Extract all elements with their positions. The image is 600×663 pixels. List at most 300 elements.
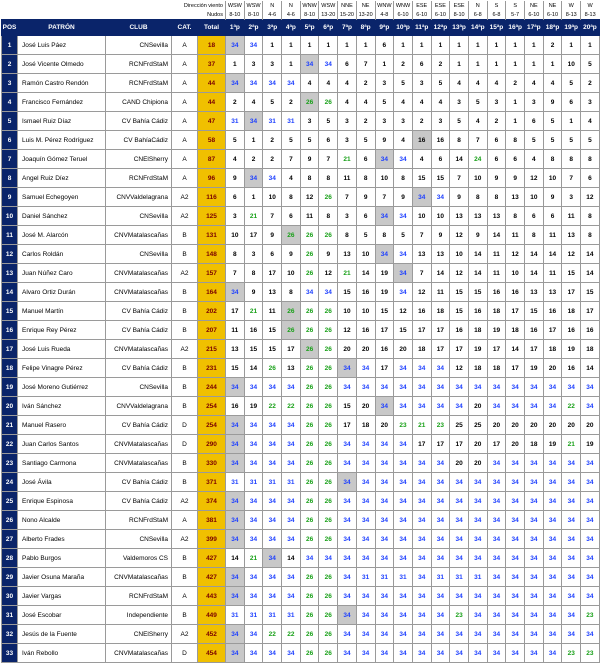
race-result-8: 34 [356, 454, 375, 473]
race-result-9: 34 [375, 150, 394, 169]
wind-knots-8: 13-20 [356, 10, 375, 20]
race-result-4: 8 [282, 283, 301, 302]
race-result-20: 14 [581, 359, 600, 378]
race-result-10: 34 [394, 625, 413, 644]
race-result-2: 34 [244, 112, 263, 131]
race-result-19: 34 [562, 625, 581, 644]
race-result-11: 17 [412, 435, 431, 454]
race-result-3: 6 [263, 245, 282, 264]
race-result-6: 26 [319, 492, 338, 511]
race-result-16: 8 [506, 207, 525, 226]
table-row [2, 416, 600, 435]
race-result-20: 14 [581, 264, 600, 283]
wind-knots-4: 4-6 [282, 10, 301, 20]
race-result-18: 6 [543, 207, 562, 226]
race-result-19: 3 [562, 188, 581, 207]
race-result-18: 19 [543, 435, 562, 454]
race-result-14: 34 [468, 530, 487, 549]
col-race-15: 15ªp [487, 20, 506, 36]
race-result-11: 34 [412, 492, 431, 511]
category: B [172, 226, 198, 245]
race-result-16: 13 [506, 188, 525, 207]
category: A [172, 36, 198, 55]
race-result-14: 34 [468, 606, 487, 625]
race-result-9: 1 [375, 55, 394, 74]
race-result-6: 26 [319, 644, 338, 663]
race-result-1: 10 [226, 226, 245, 245]
race-result-7: 8 [338, 226, 357, 245]
total-points: 443 [198, 587, 226, 606]
race-result-20: 34 [581, 587, 600, 606]
patron-name: José Escobar [18, 606, 106, 625]
category: A [172, 150, 198, 169]
race-result-17: 20 [525, 416, 544, 435]
pos-cell: 6 [2, 131, 18, 150]
table-row [2, 74, 600, 93]
wind-knots-label: Nudos [207, 11, 223, 18]
race-result-4: 7 [282, 150, 301, 169]
race-result-13: 34 [450, 625, 469, 644]
race-result-3: 34 [263, 435, 282, 454]
race-result-12: 5 [431, 74, 450, 93]
club-name: RCNFrdStaM [106, 511, 172, 530]
total-points: 427 [198, 549, 226, 568]
race-result-19: 1 [562, 36, 581, 55]
race-result-13: 12 [450, 359, 469, 378]
col-race-7: 7ªp [338, 20, 357, 36]
race-result-9: 10 [375, 169, 394, 188]
race-result-1: 17 [226, 302, 245, 321]
race-result-14: 4 [468, 74, 487, 93]
pos-cell: 12 [2, 245, 18, 264]
race-result-18: 13 [543, 283, 562, 302]
total-points: 202 [198, 302, 226, 321]
race-result-2: 16 [244, 321, 263, 340]
table-row [2, 112, 600, 131]
race-result-15: 34 [487, 587, 506, 606]
club-name: CNVMatalascañas [106, 568, 172, 587]
total-points: 131 [198, 226, 226, 245]
race-result-3: 15 [263, 340, 282, 359]
race-result-19: 34 [562, 378, 581, 397]
table-row [2, 188, 600, 207]
race-result-2: 34 [244, 587, 263, 606]
race-result-20: 34 [581, 454, 600, 473]
total-points: 244 [198, 378, 226, 397]
race-result-8: 14 [356, 264, 375, 283]
race-result-18: 5 [543, 131, 562, 150]
pos-cell: 8 [2, 169, 18, 188]
results-body [2, 36, 600, 663]
race-result-19: 34 [562, 568, 581, 587]
race-result-14: 14 [468, 264, 487, 283]
race-result-2: 15 [244, 340, 263, 359]
race-result-18: 5 [543, 112, 562, 131]
race-result-5: 26 [300, 321, 319, 340]
race-result-9: 20 [375, 416, 394, 435]
race-result-2: 34 [244, 74, 263, 93]
race-result-16: 34 [506, 625, 525, 644]
race-result-6: 6 [319, 131, 338, 150]
race-result-9: 17 [375, 321, 394, 340]
total-points: 231 [198, 359, 226, 378]
race-result-2: 9 [244, 283, 263, 302]
race-result-10: 34 [394, 264, 413, 283]
race-result-10: 34 [394, 150, 413, 169]
race-result-18: 34 [543, 473, 562, 492]
race-result-14: 34 [468, 625, 487, 644]
total-points: 374 [198, 492, 226, 511]
race-result-13: 31 [450, 568, 469, 587]
race-result-15: 34 [487, 511, 506, 530]
category: B [172, 454, 198, 473]
race-result-8: 34 [356, 549, 375, 568]
col-total: Total [198, 20, 226, 36]
race-result-11: 4 [412, 150, 431, 169]
race-result-16: 34 [506, 530, 525, 549]
wind-knots-6: 13-20 [319, 10, 338, 20]
race-result-18: 34 [543, 454, 562, 473]
race-result-5: 26 [300, 245, 319, 264]
race-result-8: 16 [356, 283, 375, 302]
race-result-7: 3 [338, 112, 357, 131]
race-result-17: 19 [525, 359, 544, 378]
race-result-9: 7 [375, 188, 394, 207]
race-result-17: 4 [525, 150, 544, 169]
race-result-15: 34 [487, 492, 506, 511]
category: A2 [172, 492, 198, 511]
race-result-9: 34 [375, 549, 394, 568]
race-result-14: 34 [468, 492, 487, 511]
race-result-2: 1 [244, 188, 263, 207]
race-result-17: 34 [525, 625, 544, 644]
race-result-18: 4 [543, 74, 562, 93]
patron-name: Alvaro Ortiz Durán [18, 283, 106, 302]
race-result-2: 34 [244, 435, 263, 454]
race-result-16: 34 [506, 549, 525, 568]
race-result-4: 34 [282, 454, 301, 473]
race-result-11: 6 [412, 55, 431, 74]
race-result-1: 14 [226, 549, 245, 568]
race-result-7: 34 [338, 549, 357, 568]
table-row [2, 283, 600, 302]
race-result-16: 1 [506, 36, 525, 55]
club-name: CNVValdelagrana [106, 397, 172, 416]
race-result-17: 4 [525, 74, 544, 93]
category: B [172, 359, 198, 378]
race-result-2: 8 [244, 264, 263, 283]
total-points: 148 [198, 245, 226, 264]
race-result-14: 34 [468, 473, 487, 492]
header-row [2, 20, 600, 36]
club-name: CAND Chipiona [106, 93, 172, 112]
race-result-13: 17 [450, 435, 469, 454]
pos-cell: 29 [2, 568, 18, 587]
race-result-1: 34 [226, 378, 245, 397]
race-result-19: 34 [562, 511, 581, 530]
table-row [2, 587, 600, 606]
race-result-17: 18 [525, 435, 544, 454]
category: A [172, 511, 198, 530]
race-result-6: 34 [319, 55, 338, 74]
race-result-5: 26 [300, 454, 319, 473]
race-result-6: 12 [319, 264, 338, 283]
category: A [172, 131, 198, 150]
race-result-15: 11 [487, 245, 506, 264]
patron-name: Javier Osuna Maraña [18, 568, 106, 587]
wind-knots-19: 8-13 [562, 10, 581, 20]
race-result-20: 34 [581, 378, 600, 397]
race-result-16: 1 [506, 55, 525, 74]
race-result-5: 26 [300, 568, 319, 587]
race-result-18: 34 [543, 568, 562, 587]
race-result-16: 18 [506, 321, 525, 340]
race-result-5: 8 [300, 169, 319, 188]
race-result-16: 11 [506, 226, 525, 245]
race-result-12: 34 [431, 473, 450, 492]
wind-direction-1: WSW [226, 1, 245, 10]
race-result-7: 4 [338, 93, 357, 112]
race-result-13: 34 [450, 530, 469, 549]
wind-knots-10: 6-10 [394, 10, 413, 20]
race-result-17: 6 [525, 112, 544, 131]
race-result-8: 34 [356, 378, 375, 397]
race-result-14: 34 [468, 644, 487, 663]
race-result-10: 9 [394, 188, 413, 207]
race-result-20: 34 [581, 473, 600, 492]
race-result-12: 34 [431, 359, 450, 378]
race-result-8: 4 [356, 93, 375, 112]
col-race-4: 4ªp [282, 20, 301, 36]
race-result-15: 34 [487, 378, 506, 397]
race-result-6: 1 [319, 36, 338, 55]
race-result-16: 6 [506, 150, 525, 169]
category: B [172, 473, 198, 492]
race-result-13: 34 [450, 378, 469, 397]
race-result-1: 16 [226, 397, 245, 416]
table-row [2, 340, 600, 359]
pos-cell: 3 [2, 74, 18, 93]
patron-name: Nono Alcalde [18, 511, 106, 530]
race-result-19: 6 [562, 93, 581, 112]
race-result-9: 8 [375, 226, 394, 245]
race-result-16: 1 [506, 112, 525, 131]
race-result-1: 34 [226, 644, 245, 663]
col-pos: POS [2, 20, 18, 36]
race-result-12: 2 [431, 55, 450, 74]
race-result-12: 34 [431, 606, 450, 625]
race-result-19: 15 [562, 264, 581, 283]
race-result-18: 9 [543, 188, 562, 207]
race-result-19: 10 [562, 55, 581, 74]
race-result-3: 34 [263, 587, 282, 606]
race-result-11: 34 [412, 359, 431, 378]
category: A [172, 169, 198, 188]
race-result-4: 14 [282, 549, 301, 568]
race-result-7: 12 [338, 321, 357, 340]
race-result-17: 34 [525, 549, 544, 568]
race-result-9: 31 [375, 568, 394, 587]
race-result-7: 34 [338, 454, 357, 473]
race-result-20: 6 [581, 169, 600, 188]
table-row [2, 226, 600, 245]
race-result-17: 15 [525, 302, 544, 321]
table-row [2, 644, 600, 663]
club-name: RCNFrdStaM [106, 74, 172, 93]
race-result-16: 34 [506, 644, 525, 663]
patron-name: Enrique Espinosa [18, 492, 106, 511]
patron-name: Joaquín Gómez Teruel [18, 150, 106, 169]
race-result-18: 20 [543, 359, 562, 378]
race-result-13: 34 [450, 644, 469, 663]
race-result-9: 5 [375, 93, 394, 112]
race-result-4: 6 [282, 207, 301, 226]
race-result-16: 2 [506, 74, 525, 93]
patron-name: Ismael Ruiz Díaz [18, 112, 106, 131]
club-name: Valdemoros CS [106, 549, 172, 568]
race-result-12: 34 [431, 530, 450, 549]
race-result-2: 34 [244, 169, 263, 188]
race-result-20: 34 [581, 511, 600, 530]
col-race-9: 9ªp [375, 20, 394, 36]
race-result-11: 15 [412, 169, 431, 188]
race-result-11: 3 [412, 74, 431, 93]
race-result-15: 9 [487, 169, 506, 188]
pos-cell: 17 [2, 340, 18, 359]
race-result-9: 15 [375, 302, 394, 321]
club-name: CNElSherry [106, 625, 172, 644]
race-result-5: 34 [300, 283, 319, 302]
race-result-3: 34 [263, 568, 282, 587]
race-result-3: 2 [263, 131, 282, 150]
race-result-2: 19 [244, 397, 263, 416]
race-result-11: 34 [412, 378, 431, 397]
race-result-3: 31 [263, 112, 282, 131]
race-result-11: 34 [412, 530, 431, 549]
race-result-4: 22 [282, 625, 301, 644]
race-result-19: 23 [562, 644, 581, 663]
race-result-5: 26 [300, 644, 319, 663]
col-race-11: 11ªp [412, 20, 431, 36]
race-result-12: 18 [431, 302, 450, 321]
race-result-4: 31 [282, 112, 301, 131]
race-result-5: 12 [300, 188, 319, 207]
club-name: RCNFrdStaM [106, 587, 172, 606]
race-result-5: 26 [300, 435, 319, 454]
race-result-8: 1 [356, 36, 375, 55]
category: A2 [172, 264, 198, 283]
race-result-14: 10 [468, 169, 487, 188]
race-result-3: 3 [263, 55, 282, 74]
race-result-3: 34 [263, 416, 282, 435]
race-result-18: 34 [543, 644, 562, 663]
total-points: 58 [198, 131, 226, 150]
race-result-14: 34 [468, 549, 487, 568]
total-points: 44 [198, 93, 226, 112]
category: B [172, 321, 198, 340]
total-points: 96 [198, 169, 226, 188]
wind-knots-14: 6-8 [468, 10, 487, 20]
pos-cell: 14 [2, 283, 18, 302]
race-result-8: 20 [356, 397, 375, 416]
race-result-14: 19 [468, 340, 487, 359]
race-result-4: 1 [282, 55, 301, 74]
wind-knots-13: 8-10 [450, 10, 469, 20]
table-row [2, 36, 600, 55]
race-result-20: 23 [581, 644, 600, 663]
race-result-10: 34 [394, 245, 413, 264]
pos-cell: 19 [2, 378, 18, 397]
race-result-14: 1 [468, 36, 487, 55]
total-points: 290 [198, 435, 226, 454]
race-result-14: 9 [468, 226, 487, 245]
race-result-1: 5 [226, 131, 245, 150]
wind-knots-12: 6-10 [431, 10, 450, 20]
club-name: Independiente [106, 606, 172, 625]
race-result-13: 4 [450, 74, 469, 93]
race-result-14: 34 [468, 511, 487, 530]
race-result-15: 17 [487, 340, 506, 359]
pos-cell: 23 [2, 454, 18, 473]
race-result-17: 34 [525, 492, 544, 511]
race-result-11: 13 [412, 245, 431, 264]
col-race-12: 12ªp [431, 20, 450, 36]
race-result-12: 3 [431, 112, 450, 131]
table-row [2, 492, 600, 511]
race-result-1: 34 [226, 511, 245, 530]
race-result-4: 2 [282, 93, 301, 112]
race-result-17: 34 [525, 644, 544, 663]
race-result-11: 34 [412, 511, 431, 530]
race-result-11: 34 [412, 625, 431, 644]
race-result-5: 26 [300, 625, 319, 644]
race-result-1: 31 [226, 112, 245, 131]
race-result-4: 1 [282, 36, 301, 55]
race-result-11: 7 [412, 264, 431, 283]
pos-cell: 32 [2, 625, 18, 644]
race-result-20: 14 [581, 245, 600, 264]
wind-direction-16: S [506, 1, 525, 10]
race-result-15: 13 [487, 207, 506, 226]
race-result-12: 11 [431, 283, 450, 302]
race-result-3: 13 [263, 283, 282, 302]
race-result-13: 16 [450, 321, 469, 340]
club-name: CV Bahía Cádiz [106, 359, 172, 378]
total-points: 116 [198, 188, 226, 207]
race-result-10: 34 [394, 473, 413, 492]
table-row [2, 302, 600, 321]
race-result-15: 18 [487, 359, 506, 378]
race-result-19: 7 [562, 169, 581, 188]
race-result-15: 34 [487, 549, 506, 568]
total-points: 427 [198, 568, 226, 587]
category: A [172, 112, 198, 131]
race-result-5: 26 [300, 397, 319, 416]
race-result-3: 34 [263, 644, 282, 663]
club-name: CV Bahía Cádiz [106, 112, 172, 131]
category: B [172, 302, 198, 321]
race-result-19: 12 [562, 245, 581, 264]
race-result-16: 14 [506, 340, 525, 359]
race-result-14: 20 [468, 397, 487, 416]
wind-direction-5: WNW [300, 1, 319, 10]
race-result-17: 8 [525, 226, 544, 245]
race-result-7: 1 [338, 36, 357, 55]
race-result-13: 34 [450, 473, 469, 492]
race-result-20: 16 [581, 321, 600, 340]
club-name: CNVMatalascañas [106, 340, 172, 359]
wind-direction-10: WNW [394, 1, 413, 10]
